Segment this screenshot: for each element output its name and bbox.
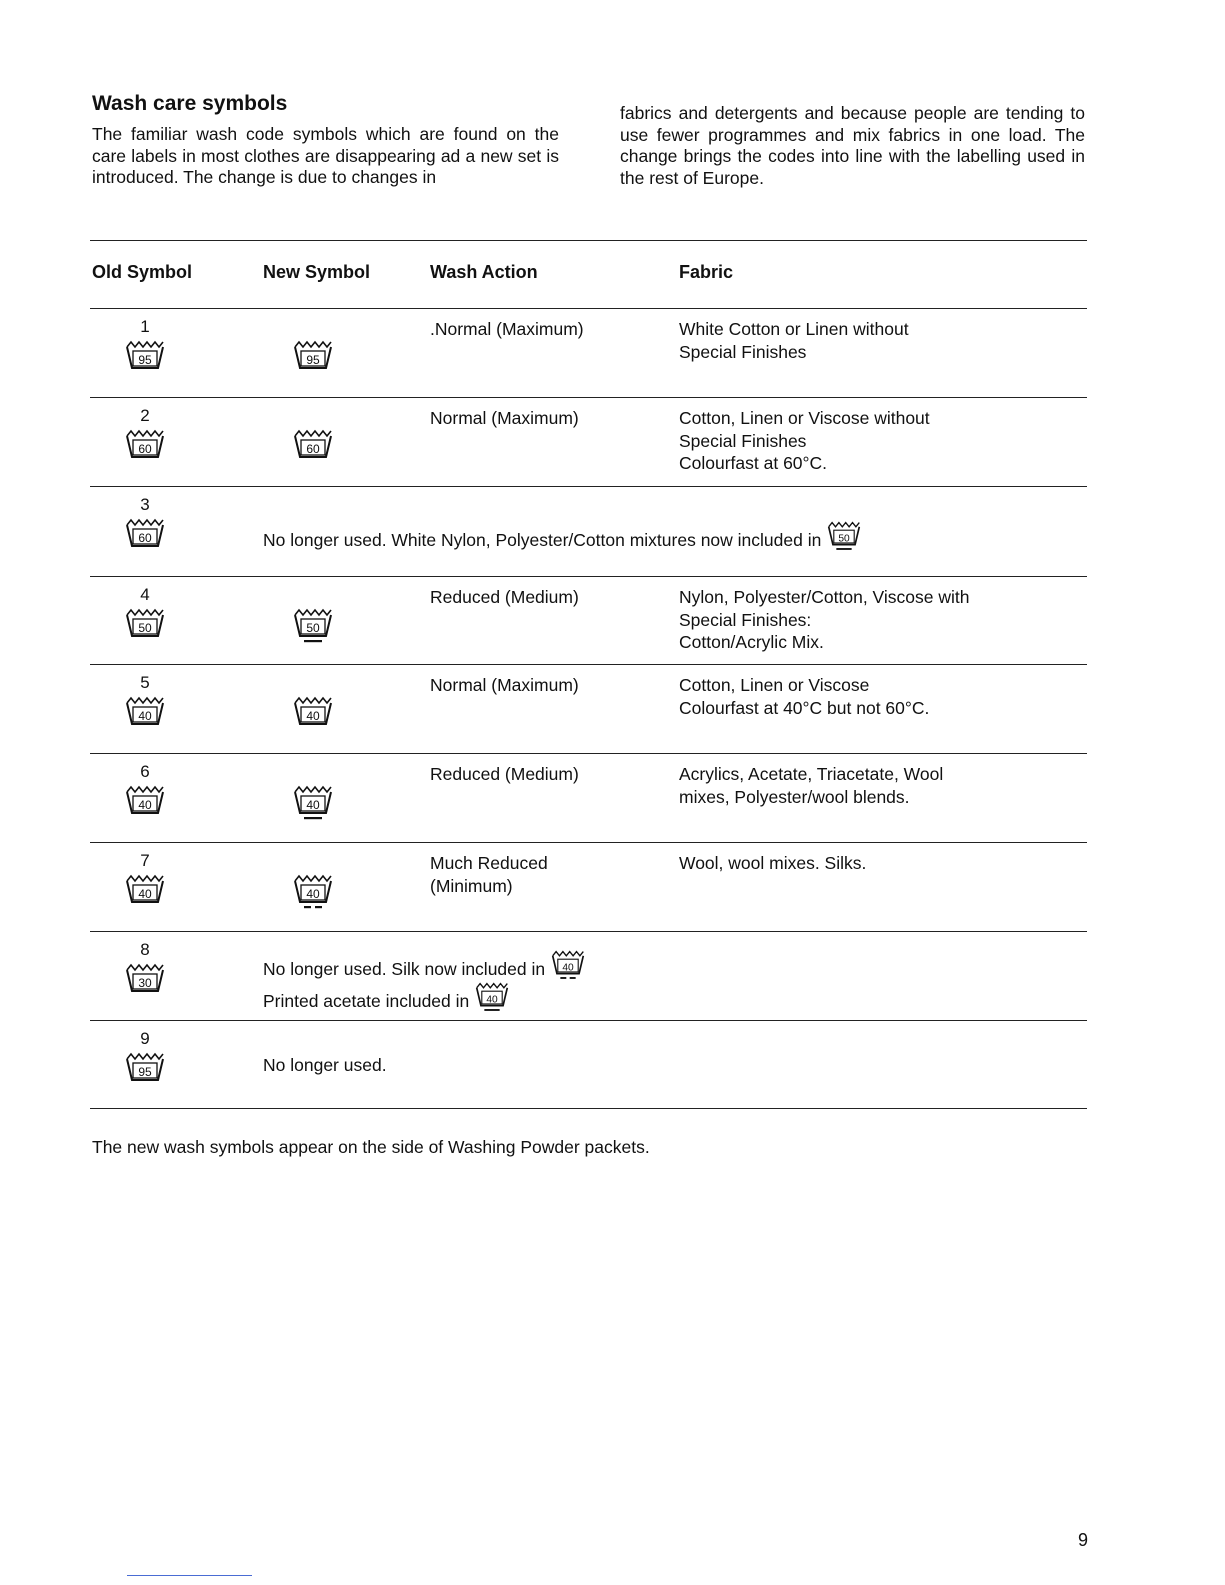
row-rule [90,664,1087,665]
wash-action-text: Normal (Maximum) [430,675,579,695]
row-note-2 [263,981,511,1015]
svg-text:40: 40 [138,887,152,901]
old-wash-symbol-icon [124,607,166,647]
row-number: 9 [140,1029,150,1048]
svg-text:60: 60 [306,442,320,456]
row-number: 7 [140,851,150,870]
intro-text-left: The familiar wash code symbols which are found on the care labels in most clothes are disappearing ad a new set is introduced. The change is due to changes in [92,124,559,187]
wash-action-text: Much Reduced (Minimum) [430,853,548,896]
page-title: Wash care symbols [92,92,288,115]
fabric-text: Nylon, Polyester/Cotton, Viscose with Special Finishes: Cotton/Acrylic Mix. [679,587,970,652]
svg-text:50: 50 [306,621,320,635]
old-wash-symbol-icon [124,1051,166,1091]
svg-text:95: 95 [138,1065,152,1079]
row-note-text: No longer used. [263,1055,387,1075]
row-number: 3 [140,495,150,514]
svg-text:40: 40 [562,962,574,974]
row-number: 1 [140,317,150,336]
old-wash-symbol-icon [124,784,166,824]
wash-symbol-icon [825,520,863,554]
wash-symbol-icon [473,981,511,1015]
fabric-text: Cotton, Linen or Viscose without Special Finishes Colourfast at 60°C. [679,408,930,473]
new-wash-symbol-icon [292,873,334,913]
wash-action-text: Reduced (Medium) [430,764,579,784]
old-wash-symbol-icon [124,339,166,379]
old-wash-symbol-icon [124,962,166,1002]
row-note [263,520,863,554]
page-number: 9 [1078,1530,1089,1550]
fabric-text: White Cotton or Linen without Special Finishes [679,319,909,362]
table-top-rule [90,240,1087,241]
row-rule [90,753,1087,754]
svg-text:40: 40 [306,709,320,723]
row-rule [90,1020,1087,1021]
new-wash-symbol-icon [292,695,334,735]
svg-text:40: 40 [306,887,320,901]
old-wash-symbol-icon [124,873,166,913]
table-bottom-rule [90,1108,1087,1109]
wash-symbol-icon [549,949,587,983]
row-number: 8 [140,940,150,959]
svg-text:95: 95 [306,353,320,367]
row-rule [90,308,1087,309]
fabric-text: Wool, wool mixes. Silks. [679,853,867,873]
header-wash-action: Wash Action [430,262,538,282]
svg-text:50: 50 [138,621,152,635]
svg-text:40: 40 [138,798,152,812]
svg-text:40: 40 [486,994,498,1006]
svg-text:60: 60 [138,531,152,545]
row-rule [90,397,1087,398]
fabric-text: Cotton, Linen or Viscose Colourfast at 40°C but not 60°C. [679,675,930,718]
old-wash-symbol-icon [124,428,166,468]
old-wash-symbol-icon [124,695,166,735]
row-note-text: No longer used. Silk now included in [263,959,546,979]
wash-action-text: .Normal (Maximum) [430,319,584,339]
new-wash-symbol-icon [292,428,334,468]
row-number: 4 [140,585,150,604]
wash-action-text: Normal (Maximum) [430,408,579,428]
svg-text:30: 30 [138,976,152,990]
row-note-2-text: Printed acetate included in [263,991,470,1011]
footer-note: The new wash symbols appear on the side of Washing Powder packets. [92,1137,650,1157]
row-number: 5 [140,673,150,692]
new-wash-symbol-icon [292,339,334,379]
new-wash-symbol-icon [292,607,334,647]
old-wash-symbol-icon [124,517,166,557]
scan-edge-line [127,1575,252,1576]
svg-text:40: 40 [138,709,152,723]
svg-text:95: 95 [138,353,152,367]
row-note-text: No longer used. White Nylon, Polyester/Cotton mixtures now included in [263,530,822,550]
wash-action-text: Reduced (Medium) [430,587,579,607]
intro-text-right: fabrics and detergents and because people are tending to use fewer programmes and mix fabrics in one load. The change brings the codes into line with the labelling used in the rest of Europe. [620,103,1085,188]
svg-text:60: 60 [138,442,152,456]
header-old-symbol: Old Symbol [92,262,193,282]
row-note [263,949,587,983]
svg-text:40: 40 [306,798,320,812]
row-rule [90,576,1087,577]
row-note [263,1054,387,1077]
new-wash-symbol-icon [292,784,334,824]
row-rule [90,842,1087,843]
header-new-symbol: New Symbol [263,262,371,282]
row-number: 2 [140,406,150,425]
header-fabric: Fabric [679,262,734,282]
svg-text:50: 50 [838,533,850,545]
row-rule [90,486,1087,487]
row-number: 6 [140,762,150,781]
fabric-text: Acrylics, Acetate, Triacetate, Wool mixes, Polyester/wool blends. [679,764,944,807]
row-rule [90,931,1087,932]
